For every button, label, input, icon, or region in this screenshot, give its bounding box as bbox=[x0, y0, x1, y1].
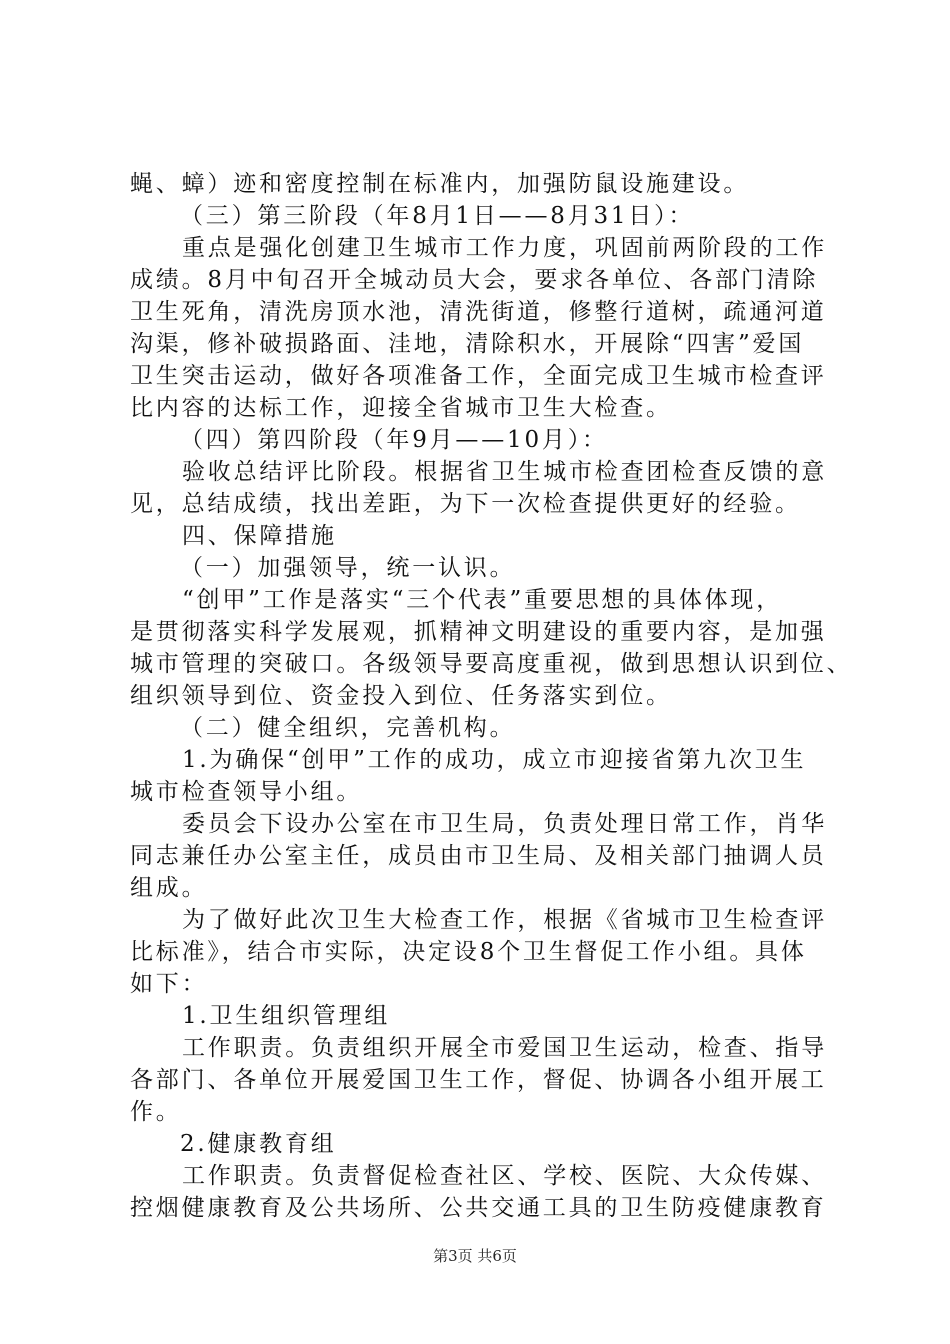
text-line: 为了做好此次卫生大检查工作，根据《省城市卫生检查评 bbox=[182, 907, 827, 933]
text-line: 见，总结成绩，找出差距，为下一次检查提供更好的经验。 bbox=[130, 491, 801, 517]
text-line: 组织领导到位、资金投入到位、任务落实到位。 bbox=[130, 683, 672, 709]
document-body bbox=[130, 168, 853, 1224]
text-line: 工作职责。负责督促检查社区、学校、医院、大众传媒、 bbox=[182, 1163, 827, 1189]
text-line: 比内容的达标工作，迎接全省城市卫生大检查。 bbox=[130, 395, 672, 421]
section-heading: （一）加强领导，统一认识。 bbox=[180, 555, 516, 581]
text-line: 卫生死角，清洗房顶水池，清洗街道，修整行道树，疏通河道 bbox=[130, 299, 827, 325]
text-line: 验收总结评比阶段。根据省卫生城市检查团检查反馈的意 bbox=[182, 459, 827, 485]
text-line: 各部门、各单位开展爱国卫生工作，督促、协调各小组开展工 bbox=[130, 1067, 827, 1093]
section-heading: （二）健全组织，完善机构。 bbox=[180, 715, 516, 741]
section-heading: 1.卫生组织管理组 bbox=[182, 1003, 391, 1029]
section-heading: 2.健康教育组 bbox=[180, 1131, 337, 1157]
text-line: 控烟健康教育及公共场所、公共交通工具的卫生防疫健康教育 bbox=[130, 1195, 827, 1221]
text-line: 成绩。8月中旬召开全城动员大会，要求各单位、各部门清除 bbox=[130, 267, 819, 293]
text-line: “创甲”工作是落实“三个代表”重要思想的具体体现， bbox=[182, 587, 783, 613]
text-line: 作。 bbox=[130, 1099, 182, 1125]
section-heading: （三）第三阶段（年8月1日——8月31日）： bbox=[180, 203, 695, 229]
text-line: 蝇、蟑）迹和密度控制在标准内，加强防鼠设施建设。 bbox=[130, 171, 750, 197]
text-line: 委员会下设办公室在市卫生局，负责处理日常工作，肖华 bbox=[182, 811, 827, 837]
text-line: 是贯彻落实科学发展观，抓精神文明建设的重要内容，是加强 bbox=[130, 619, 827, 645]
text-line: 城市管理的突破口。各级领导要高度重视，做到思想认识到位、 bbox=[130, 651, 853, 677]
text-line: 同志兼任办公室主任，成员由市卫生局、及相关部门抽调人员 bbox=[130, 843, 827, 869]
page-footer: 第3页 共6页 bbox=[433, 1247, 517, 1265]
section-heading: 四、保障措施 bbox=[182, 523, 337, 549]
text-line: 1.为确保“创甲”工作的成功，成立市迎接省第九次卫生 bbox=[182, 747, 807, 773]
text-line: 沟渠，修补破损路面、洼地，清除积水，开展除“四害”爱国 bbox=[130, 331, 805, 357]
text-line: 组成。 bbox=[130, 875, 208, 901]
text-line: 城市检查领导小组。 bbox=[130, 779, 363, 805]
section-heading: （四）第四阶段（年9月——10月）： bbox=[180, 427, 608, 453]
text-line: 如下： bbox=[130, 971, 208, 997]
text-line: 重点是强化创建卫生城市工作力度，巩固前两阶段的工作 bbox=[182, 235, 827, 261]
text-line: 比标准》，结合市实际，决定设8个卫生督促工作小组。具体 bbox=[130, 939, 807, 965]
text-line: 工作职责。负责组织开展全市爱国卫生运动，检查、指导 bbox=[182, 1035, 827, 1061]
text-line: 卫生突击运动，做好各项准备工作，全面完成卫生城市检查评 bbox=[130, 363, 827, 389]
